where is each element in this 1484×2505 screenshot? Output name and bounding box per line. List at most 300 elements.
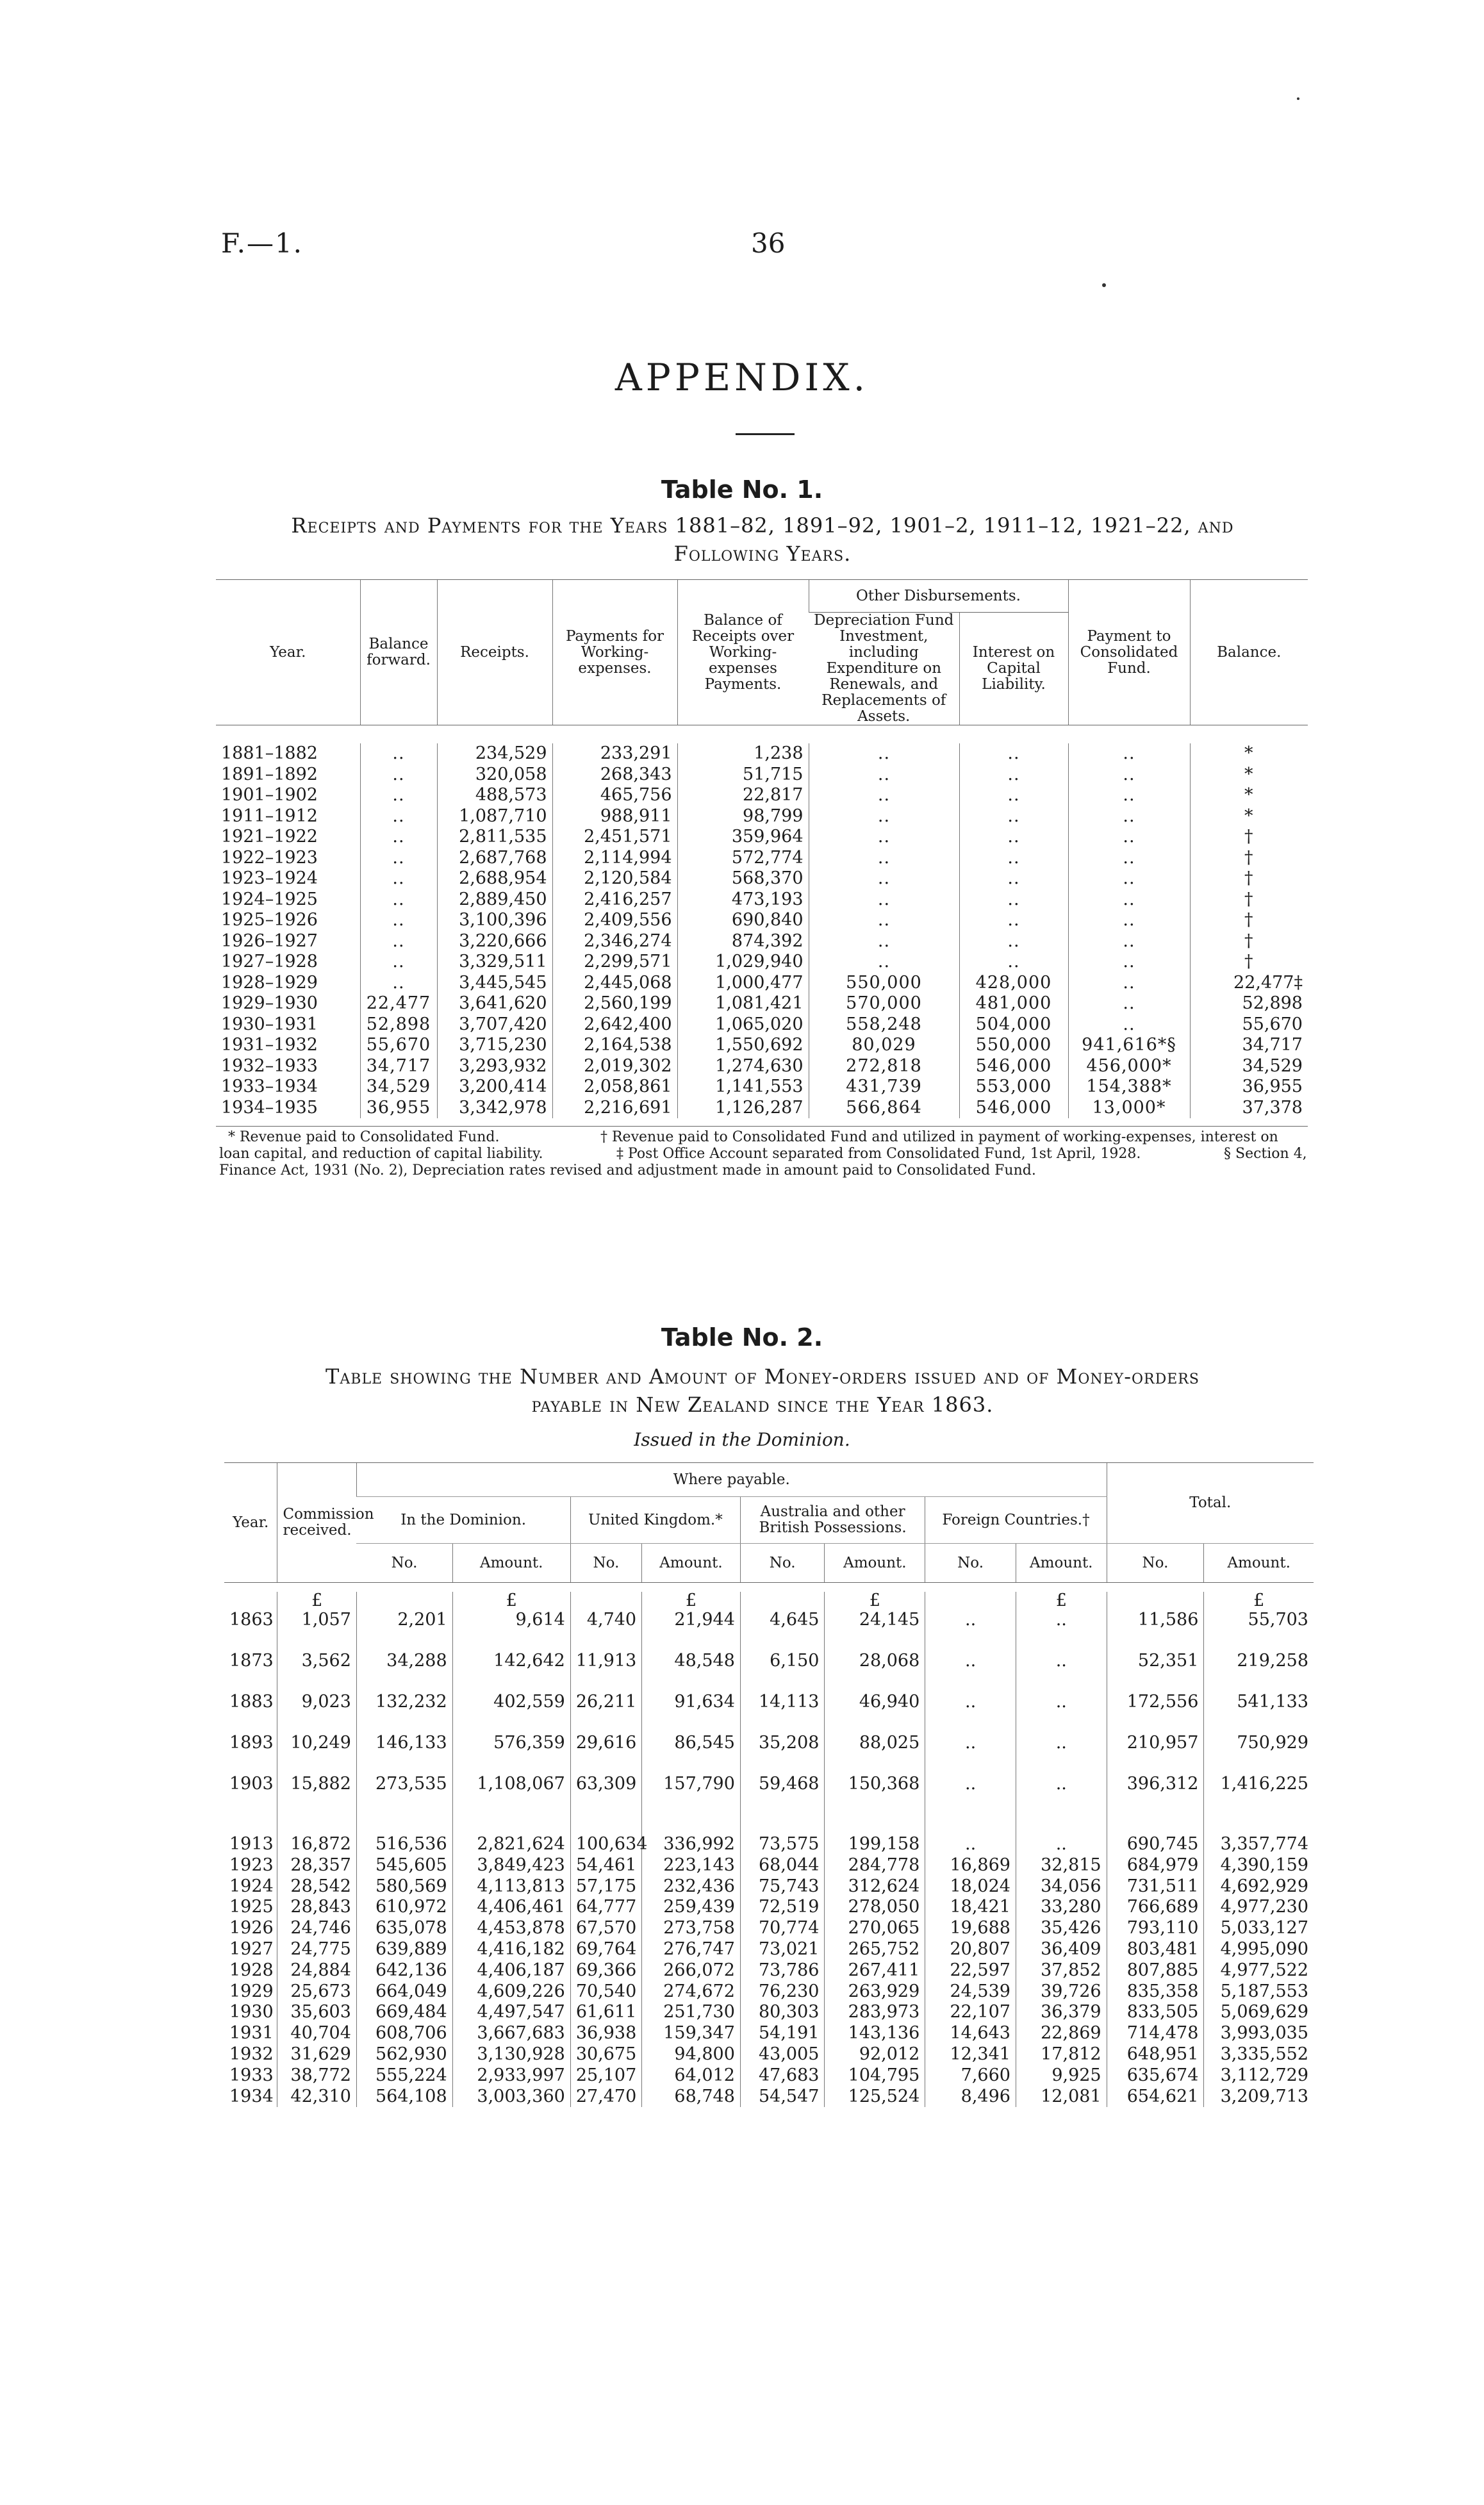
t1-cell-int: ..: [959, 785, 1068, 806]
t2-cell-au_amt: 28,068: [825, 1651, 925, 1692]
t2-cell-au_amt: 92,012: [825, 2044, 925, 2065]
t2-cell-au_amt: 312,624: [825, 1876, 925, 1897]
t2-cell-uk_amt: 64,012: [642, 2065, 741, 2087]
table2-number: Table No. 2.: [661, 1323, 823, 1352]
t1-cell-dep: 80,029: [809, 1035, 959, 1056]
t1-cell-bal: 1,550,692: [677, 1035, 809, 1056]
t2-head-amount: Amount.: [1204, 1544, 1314, 1583]
t2-cell-uk_amt: 259,439: [642, 1897, 741, 1918]
t2-cell-au_no: 70,774: [740, 1918, 825, 1939]
t1-head-payments-working: Payments for Working-expenses.: [552, 580, 677, 725]
t2-cell-comm: 24,884: [277, 1960, 356, 1981]
t2-cell-t_amt: 4,692,929: [1204, 1876, 1314, 1897]
t1-cell-rec: 320,058: [437, 765, 552, 786]
t2-cell-year: 1928: [229, 1960, 274, 1980]
table-row: [224, 1774, 1314, 1815]
t2-head-no: No.: [925, 1544, 1016, 1583]
table-row: [224, 2023, 1314, 2044]
t2-cell-d_amt: 3,667,683: [452, 2023, 570, 2044]
table-row: [216, 743, 1308, 765]
empty-cell: [740, 1592, 825, 1610]
empty-cell: [925, 1592, 1016, 1610]
t2-cell-f_amt: 36,379: [1016, 2002, 1107, 2023]
t2-cell-t_no: 793,110: [1107, 1918, 1204, 1939]
t2-cell-year: 1863: [229, 1610, 274, 1630]
t1-cell-dep: 431,739: [809, 1077, 959, 1098]
t1-cell-rec: 1,087,710: [437, 806, 552, 827]
table-row: [216, 827, 1308, 848]
table-row: [216, 1077, 1308, 1098]
table1: [216, 579, 1308, 1127]
t2-head-dominion: In the Dominion.: [356, 1497, 570, 1544]
t1-cell-year: 1925–1926: [221, 910, 318, 930]
t2-cell-d_amt: 142,642: [452, 1651, 570, 1692]
t2-cell-f_amt: 39,726: [1016, 1981, 1107, 2003]
t1-cell-bf: 34,717: [360, 1056, 437, 1077]
t1-cell-balance: †: [1190, 868, 1308, 889]
t2-cell-f_amt: 35,426: [1016, 1918, 1107, 1939]
t2-cell-uk_amt: 251,730: [642, 2002, 741, 2023]
t1-cell-int: 550,000: [959, 1035, 1068, 1056]
t1-cell-year: 1911–1912: [221, 806, 318, 826]
t2-cell-f_no: ..: [925, 1692, 1016, 1733]
t1-cell-bf: 55,670: [360, 1035, 437, 1056]
footnote-line3: Finance Act, 1931 (No. 2), Depreciation rates revised and adjustment made in amount paid to Consolidated Fund.: [219, 1162, 1036, 1178]
t1-cell-bf: ..: [360, 785, 437, 806]
t1-cell-pay: 233,291: [552, 743, 677, 765]
t2-cell-f_no: ..: [925, 1774, 1016, 1815]
t2-cell-f_amt: ..: [1016, 1692, 1107, 1733]
t2-cell-f_amt: 32,815: [1016, 1855, 1107, 1876]
t2-cell-t_no: 648,951: [1107, 2044, 1204, 2065]
t1-head-interest: Interest on Capital Liability.: [959, 613, 1068, 725]
t2-cell-t_no: 210,957: [1107, 1733, 1204, 1774]
footnote-star: * Revenue paid to Consolidated Fund.: [228, 1129, 500, 1145]
t2-cell-t_no: 172,556: [1107, 1692, 1204, 1733]
t1-cell-bal: 1,238: [677, 743, 809, 765]
t2-cell-uk_amt: 68,748: [642, 2087, 741, 2108]
t1-cell-dep: ..: [809, 827, 959, 848]
t1-cell-balance: †: [1190, 952, 1308, 973]
t2-cell-f_amt: 33,280: [1016, 1897, 1107, 1918]
t1-cell-pay: 2,299,571: [552, 952, 677, 973]
t2-cell-year: 1930: [229, 2002, 274, 2022]
t1-cell-int: 481,000: [959, 993, 1068, 1014]
speck-mark: [1102, 283, 1106, 287]
t2-cell-t_amt: 4,995,090: [1204, 1939, 1314, 1960]
t1-cell-cons: ..: [1068, 806, 1190, 827]
t1-cell-balance: †: [1190, 931, 1308, 952]
t1-cell-int: ..: [959, 889, 1068, 911]
t2-cell-uk_amt: 223,143: [642, 1855, 741, 1876]
t2-cell-d_amt: 2,821,624: [452, 1815, 570, 1855]
t2-cell-year: 1873: [229, 1651, 274, 1671]
footnote-dagger: † Revenue paid to Consolidated Fund and utilized in payment of working-expenses, interest on: [600, 1129, 1278, 1145]
t1-cell-year: 1934–1935: [221, 1097, 318, 1118]
t2-cell-au_amt: 270,065: [825, 1918, 925, 1939]
t1-cell-pay: 2,445,068: [552, 973, 677, 994]
t1-cell-cons: 13,000*: [1068, 1098, 1190, 1119]
t2-cell-year: 1923: [229, 1855, 274, 1875]
t2-cell-uk_no: 57,175: [570, 1876, 641, 1897]
footnote-line2a: loan capital, and reduction of capital liability.: [219, 1146, 543, 1162]
t2-cell-f_no: 19,688: [925, 1918, 1016, 1939]
t2-cell-au_no: 80,303: [740, 2002, 825, 2023]
t2-cell-au_no: 72,519: [740, 1897, 825, 1918]
table-row: [224, 1651, 1314, 1692]
t1-cell-rec: 3,100,396: [437, 910, 552, 931]
t1-cell-dep: 550,000: [809, 973, 959, 994]
t2-cell-f_no: ..: [925, 1733, 1016, 1774]
t2-cell-uk_amt: 48,548: [642, 1651, 741, 1692]
t2-cell-f_no: 12,341: [925, 2044, 1016, 2065]
t2-cell-f_amt: 12,081: [1016, 2087, 1107, 2108]
t2-cell-f_amt: 22,869: [1016, 2023, 1107, 2044]
t2-cell-f_no: ..: [925, 1610, 1016, 1651]
t2-cell-t_amt: 5,187,553: [1204, 1981, 1314, 2003]
table-row: [216, 765, 1308, 786]
t2-cell-d_no: 664,049: [356, 1981, 452, 2003]
t2-cell-t_amt: 5,069,629: [1204, 2002, 1314, 2023]
t2-head-total: Total.: [1107, 1463, 1314, 1544]
t2-cell-d_amt: 3,003,360: [452, 2087, 570, 2108]
t1-cell-cons: ..: [1068, 993, 1190, 1014]
t2-cell-au_no: 43,005: [740, 2044, 825, 2065]
t2-cell-comm: 16,872: [277, 1815, 356, 1855]
t1-cell-pay: 2,416,257: [552, 889, 677, 911]
t2-cell-au_no: 73,786: [740, 1960, 825, 1981]
t2-cell-d_no: 580,569: [356, 1876, 452, 1897]
t2-cell-comm: 24,775: [277, 1939, 356, 1960]
t2-cell-d_amt: 4,609,226: [452, 1981, 570, 2003]
t2-cell-au_no: 54,191: [740, 2023, 825, 2044]
table-row: [224, 1855, 1314, 1876]
t1-cell-cons: ..: [1068, 952, 1190, 973]
t1-cell-dep: ..: [809, 868, 959, 889]
t1-cell-bal: 1,274,630: [677, 1056, 809, 1077]
t2-cell-comm: 35,603: [277, 2002, 356, 2023]
t2-cell-uk_amt: 274,672: [642, 1981, 741, 2003]
t1-cell-pay: 2,346,274: [552, 931, 677, 952]
t2-cell-year: 1929: [229, 1981, 274, 2001]
t2-cell-comm: 25,673: [277, 1981, 356, 2003]
t1-cell-bal: 1,126,287: [677, 1098, 809, 1119]
t1-cell-dep: ..: [809, 889, 959, 911]
t1-cell-dep: 570,000: [809, 993, 959, 1014]
table1-caption-line1: Receipts and Payments for the Years 1881–82, 1891–92, 1901–2, 1911–12, 1921–22, and: [291, 513, 1234, 538]
t2-cell-t_no: 807,885: [1107, 1960, 1204, 1981]
table-row: [224, 2065, 1314, 2087]
t1-cell-cons: 941,616*§: [1068, 1035, 1190, 1056]
t2-cell-au_no: 73,575: [740, 1815, 825, 1855]
t2-cell-year: 1913: [229, 1834, 274, 1854]
t2-head-no: No.: [1107, 1544, 1204, 1583]
t2-cell-au_amt: 125,524: [825, 2087, 925, 2108]
t2-cell-au_amt: 265,752: [825, 1939, 925, 1960]
t2-cell-t_amt: 4,390,159: [1204, 1855, 1314, 1876]
t2-cell-t_amt: 1,416,225: [1204, 1774, 1314, 1815]
t1-cell-year: 1933–1934: [221, 1077, 318, 1096]
t2-cell-t_amt: 219,258: [1204, 1651, 1314, 1692]
t2-cell-year: 1934: [229, 2086, 274, 2106]
t1-cell-bal: 874,392: [677, 931, 809, 952]
t1-cell-cons: 456,000*: [1068, 1056, 1190, 1077]
table-row: [224, 1939, 1314, 1960]
t1-cell-dep: ..: [809, 931, 959, 952]
t2-cell-t_no: 11,586: [1107, 1610, 1204, 1651]
t2-cell-t_no: 803,481: [1107, 1939, 1204, 1960]
t2-cell-f_amt: 9,925: [1016, 2065, 1107, 2087]
t2-cell-d_no: 669,484: [356, 2002, 452, 2023]
t2-cell-uk_no: 54,461: [570, 1855, 641, 1876]
t2-cell-d_amt: 4,453,878: [452, 1918, 570, 1939]
t2-cell-d_amt: 2,933,997: [452, 2065, 570, 2087]
t2-cell-d_no: 610,972: [356, 1897, 452, 1918]
table-row: [216, 868, 1308, 889]
t2-cell-d_no: 273,535: [356, 1774, 452, 1815]
t1-cell-bal: 568,370: [677, 868, 809, 889]
t1-cell-balance: 37,378: [1190, 1098, 1308, 1119]
t2-cell-comm: 3,562: [277, 1651, 356, 1692]
t2-cell-f_amt: 17,812: [1016, 2044, 1107, 2065]
t1-cell-pay: 2,164,538: [552, 1035, 677, 1056]
t2-cell-f_no: 14,643: [925, 2023, 1016, 2044]
t2-cell-t_amt: 3,993,035: [1204, 2023, 1314, 2044]
t2-cell-d_no: 635,078: [356, 1918, 452, 1939]
t2-head-year: Year.: [224, 1463, 277, 1583]
t2-cell-uk_no: 69,366: [570, 1960, 641, 1981]
table-row: [224, 1981, 1314, 2003]
table2-caption-line2: payable in New Zealand since the Year 1863.: [531, 1393, 994, 1417]
t2-cell-au_amt: 104,795: [825, 2065, 925, 2087]
t2-cell-uk_no: 29,616: [570, 1733, 641, 1774]
table-row: [224, 1960, 1314, 1981]
t1-cell-rec: 3,641,620: [437, 993, 552, 1014]
t2-cell-uk_amt: 21,944: [642, 1610, 741, 1651]
t1-cell-rec: 234,529: [437, 743, 552, 765]
t2-cell-au_amt: 24,145: [825, 1610, 925, 1651]
t2-cell-year: 1927: [229, 1939, 274, 1959]
t2-cell-uk_no: 61,611: [570, 2002, 641, 2023]
page-number: 36: [751, 227, 786, 259]
t1-cell-bf: ..: [360, 827, 437, 848]
t2-cell-d_no: 146,133: [356, 1733, 452, 1774]
t1-cell-year: 1921–1922: [221, 827, 318, 847]
t2-cell-d_amt: 3,130,928: [452, 2044, 570, 2065]
t1-cell-int: ..: [959, 827, 1068, 848]
t2-cell-comm: 42,310: [277, 2087, 356, 2108]
table1-number: Table No. 1.: [661, 475, 823, 504]
t2-cell-d_amt: 3,849,423: [452, 1855, 570, 1876]
t1-cell-pay: 2,451,571: [552, 827, 677, 848]
t2-cell-au_no: 54,547: [740, 2087, 825, 2108]
t1-cell-dep: 566,864: [809, 1098, 959, 1119]
t1-cell-dep: ..: [809, 743, 959, 765]
t1-cell-pay: 988,911: [552, 806, 677, 827]
t2-cell-t_no: 654,621: [1107, 2087, 1204, 2108]
t2-cell-d_amt: 402,559: [452, 1692, 570, 1733]
t1-cell-bal: 22,817: [677, 785, 809, 806]
table-row: [224, 2002, 1314, 2023]
t2-cell-au_amt: 46,940: [825, 1692, 925, 1733]
t2-cell-d_no: 545,605: [356, 1855, 452, 1876]
t2-cell-t_no: 52,351: [1107, 1651, 1204, 1692]
t2-cell-year: 1924: [229, 1876, 274, 1896]
t1-cell-year: 1932–1933: [221, 1055, 318, 1076]
t1-cell-bal: 1,065,020: [677, 1014, 809, 1036]
t1-cell-cons: ..: [1068, 973, 1190, 994]
t1-head-payment-consolidated: Payment to Consolidated Fund.: [1068, 580, 1190, 725]
t2-cell-comm: 1,057: [277, 1610, 356, 1651]
t2-cell-f_no: 18,421: [925, 1897, 1016, 1918]
t2-cell-year: 1903: [229, 1774, 274, 1794]
t2-cell-uk_amt: 266,072: [642, 1960, 741, 1981]
t2-cell-uk_amt: 91,634: [642, 1692, 741, 1733]
t2-cell-uk_amt: 86,545: [642, 1733, 741, 1774]
t1-cell-bal: 473,193: [677, 889, 809, 911]
t2-cell-comm: 24,746: [277, 1918, 356, 1939]
t1-cell-bf: 22,477: [360, 993, 437, 1014]
t1-cell-bf: ..: [360, 806, 437, 827]
t2-cell-f_no: 7,660: [925, 2065, 1016, 2087]
t2-cell-year: 1925: [229, 1897, 274, 1917]
t2-head-foreign: Foreign Countries.†: [925, 1497, 1107, 1544]
t2-head-where-payable: Where payable.: [356, 1463, 1107, 1497]
t1-cell-cons: ..: [1068, 743, 1190, 765]
t2-cell-comm: 9,023: [277, 1692, 356, 1733]
t1-cell-dep: 558,248: [809, 1014, 959, 1036]
t2-head-amount: Amount.: [825, 1544, 925, 1583]
t1-cell-cons: ..: [1068, 785, 1190, 806]
t2-cell-d_amt: 4,497,547: [452, 2002, 570, 2023]
table1-caption-line2: Following Years.: [673, 542, 852, 566]
t1-cell-rec: 3,200,414: [437, 1077, 552, 1098]
t2-cell-t_amt: 4,977,522: [1204, 1960, 1314, 1981]
t1-cell-bf: ..: [360, 765, 437, 786]
t1-cell-bal: 359,964: [677, 827, 809, 848]
t1-head-receipts: Receipts.: [437, 580, 552, 725]
table-row: [224, 2087, 1314, 2108]
t2-cell-t_amt: 5,033,127: [1204, 1918, 1314, 1939]
t2-cell-comm: 28,843: [277, 1897, 356, 1918]
t1-cell-dep: 272,818: [809, 1056, 959, 1077]
t1-head-other-disbursements: Other Disbursements.: [809, 580, 1068, 613]
t1-cell-int: 546,000: [959, 1098, 1068, 1119]
t2-cell-comm: 10,249: [277, 1733, 356, 1774]
t2-cell-t_no: 635,674: [1107, 2065, 1204, 2087]
t1-cell-pay: 268,343: [552, 765, 677, 786]
t2-cell-uk_no: 25,107: [570, 2065, 641, 2087]
table-row: [216, 952, 1308, 973]
table2-caption: [211, 1362, 1314, 1419]
t2-cell-d_amt: 4,416,182: [452, 1939, 570, 1960]
t2-cell-au_no: 75,743: [740, 1876, 825, 1897]
t1-cell-int: ..: [959, 765, 1068, 786]
table-row: [224, 1876, 1314, 1897]
t1-cell-pay: 2,216,691: [552, 1098, 677, 1119]
t2-head-commission: Commission received.: [277, 1463, 356, 1583]
t2-cell-d_amt: 4,113,813: [452, 1876, 570, 1897]
t1-cell-rec: 3,707,420: [437, 1014, 552, 1036]
t2-cell-t_no: 731,511: [1107, 1876, 1204, 1897]
t2-head-no: No.: [740, 1544, 825, 1583]
t1-cell-balance: 52,898: [1190, 993, 1308, 1014]
t2-cell-d_amt: 4,406,187: [452, 1960, 570, 1981]
t2-cell-d_no: 34,288: [356, 1651, 452, 1692]
t1-cell-bf: ..: [360, 889, 437, 911]
pound-sign: £: [1204, 1592, 1314, 1610]
t1-cell-int: ..: [959, 868, 1068, 889]
table-row: [224, 1815, 1314, 1855]
t2-cell-uk_amt: 157,790: [642, 1774, 741, 1815]
t2-cell-au_amt: 278,050: [825, 1897, 925, 1918]
table-row: [216, 806, 1308, 827]
t1-cell-balance: 34,529: [1190, 1056, 1308, 1077]
t2-cell-au_amt: 88,025: [825, 1733, 925, 1774]
t2-cell-uk_amt: 94,800: [642, 2044, 741, 2065]
t2-cell-t_amt: 3,209,713: [1204, 2087, 1314, 2108]
t2-cell-au_amt: 267,411: [825, 1960, 925, 1981]
t1-cell-balance: 34,717: [1190, 1035, 1308, 1056]
t1-cell-balance: 36,955: [1190, 1077, 1308, 1098]
t2-cell-f_amt: 37,852: [1016, 1960, 1107, 1981]
t1-cell-dep: ..: [809, 848, 959, 869]
t2-cell-t_amt: 3,335,552: [1204, 2044, 1314, 2065]
t1-cell-year: 1929–1930: [221, 993, 318, 1013]
t1-head-balance: Balance.: [1190, 580, 1308, 725]
t2-cell-comm: 15,882: [277, 1774, 356, 1815]
table-row: [216, 973, 1308, 994]
t2-cell-uk_no: 100,634: [570, 1815, 641, 1855]
t2-cell-f_no: 24,539: [925, 1981, 1016, 2003]
t2-cell-uk_amt: 276,747: [642, 1939, 741, 1960]
t2-cell-t_no: 684,979: [1107, 1855, 1204, 1876]
t2-cell-uk_no: 36,938: [570, 2023, 641, 2044]
t2-cell-comm: 28,542: [277, 1876, 356, 1897]
t2-cell-au_no: 73,021: [740, 1939, 825, 1960]
t1-cell-pay: 2,019,302: [552, 1056, 677, 1077]
t2-head-australia: Australia and other British Possessions.: [740, 1497, 925, 1544]
t1-cell-bf: ..: [360, 868, 437, 889]
t2-cell-uk_amt: 273,758: [642, 1918, 741, 1939]
t1-cell-int: ..: [959, 952, 1068, 973]
t1-cell-int: ..: [959, 931, 1068, 952]
t2-cell-f_no: 20,807: [925, 1939, 1016, 1960]
t1-cell-cons: ..: [1068, 910, 1190, 931]
t1-cell-balance: *: [1190, 806, 1308, 827]
pound-sign: £: [1016, 1592, 1107, 1610]
t2-cell-au_amt: 283,973: [825, 2002, 925, 2023]
table-row: [216, 1056, 1308, 1077]
t1-cell-cons: ..: [1068, 889, 1190, 911]
t1-cell-int: 553,000: [959, 1077, 1068, 1098]
t2-cell-uk_no: 11,913: [570, 1651, 641, 1692]
table-row: [216, 1035, 1308, 1056]
t2-cell-t_amt: 541,133: [1204, 1692, 1314, 1733]
t1-cell-year: 1930–1931: [221, 1014, 318, 1034]
t2-cell-d_amt: 576,359: [452, 1733, 570, 1774]
table-row: [224, 2044, 1314, 2065]
t1-cell-bf: ..: [360, 973, 437, 994]
t2-cell-t_no: 766,689: [1107, 1897, 1204, 1918]
t1-cell-cons: 154,388*: [1068, 1077, 1190, 1098]
t2-cell-uk_no: 70,540: [570, 1981, 641, 2003]
t1-cell-dep: ..: [809, 765, 959, 786]
table-row: [216, 910, 1308, 931]
t1-cell-cons: ..: [1068, 765, 1190, 786]
t1-cell-cons: ..: [1068, 1014, 1190, 1036]
t1-cell-int: ..: [959, 743, 1068, 765]
